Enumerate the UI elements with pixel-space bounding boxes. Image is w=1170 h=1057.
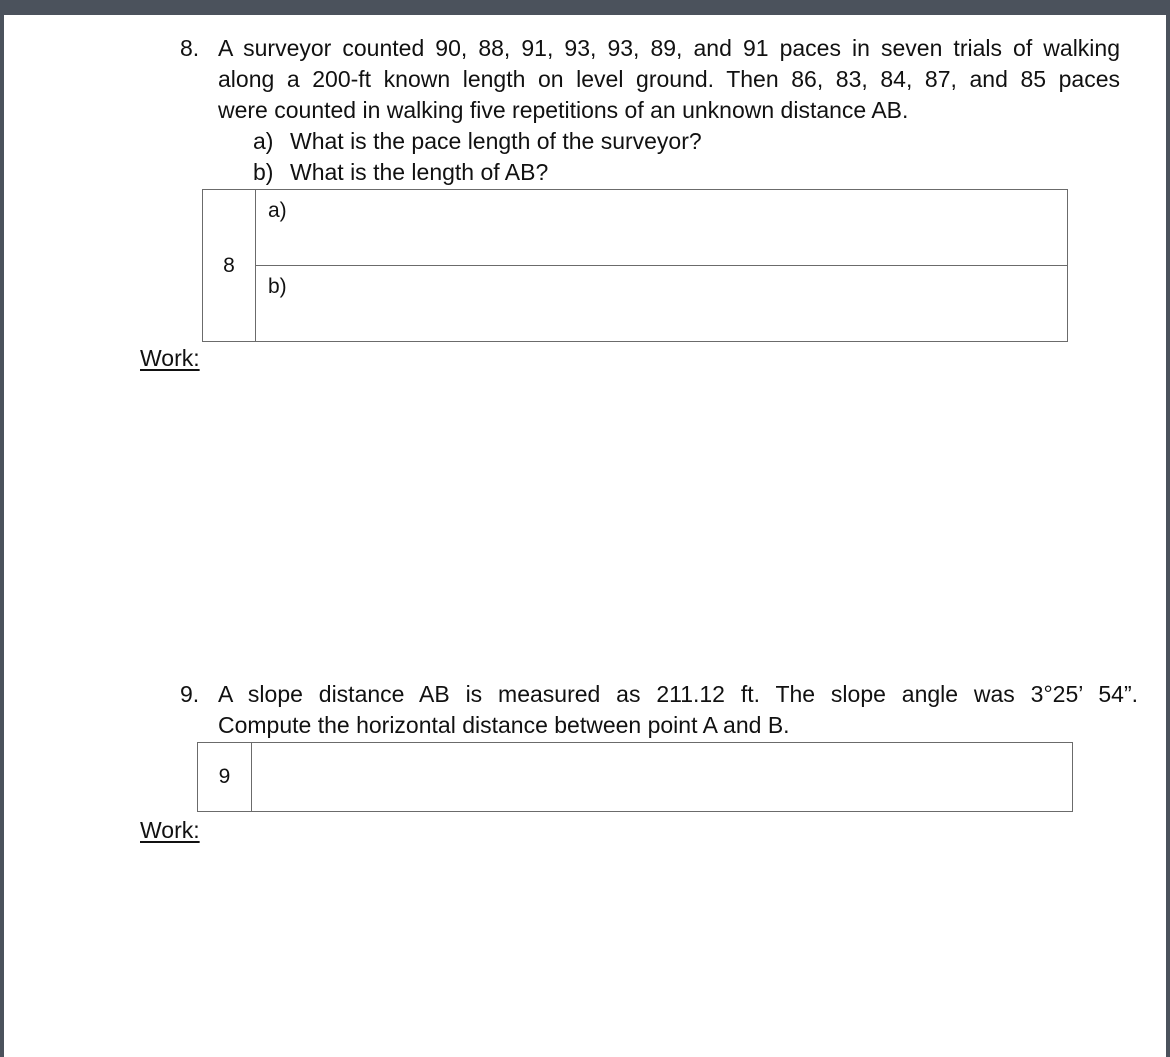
part-a-text: What is the pace length of the surveyor?: [290, 128, 702, 154]
part-b-text: What is the length of AB?: [290, 159, 549, 185]
question-8-part-a: [253, 126, 702, 157]
question-9-line-1: A slope distance AB is measured as 211.12 ft. The slope angle was 3°25’ 54”.: [218, 681, 1138, 707]
part-a-label: a): [253, 128, 274, 154]
answer-cell-b[interactable]: [256, 266, 1068, 342]
answer-cell-a[interactable]: [256, 190, 1068, 266]
work-label-q9: Work:: [140, 817, 200, 843]
question-9-text: [218, 679, 1138, 741]
question-8-text: [218, 33, 1120, 126]
question-8-line-2: along a 200-ft known length on level ground. Then 86, 83, 84, 87, and 85 paces: [218, 66, 1120, 92]
part-b-label: b): [253, 159, 274, 185]
question-9-row-header: 9: [198, 743, 252, 812]
question-8-line-3: were counted in walking five repetitions of an unknown distance AB.: [218, 97, 909, 123]
answer-cell-a-label: a): [268, 199, 287, 222]
question-8-part-b: [253, 157, 548, 188]
question-8-answer-table: [202, 189, 1068, 342]
question-9-answer-cell[interactable]: [252, 743, 1073, 812]
answer-cell-b-label: b): [268, 275, 287, 298]
question-9-answer-table: [197, 742, 1073, 812]
question-8-line-1: A surveyor counted 90, 88, 91, 93, 93, 89, and 91 paces in seven trials of walking: [218, 35, 1120, 61]
question-8-number: 8.: [180, 35, 200, 61]
question-8-row-header: 8: [203, 190, 256, 342]
question-9-line-2: Compute the horizontal distance between point A and B.: [218, 712, 790, 738]
work-label-q8: Work:: [140, 345, 200, 371]
document-page: [4, 15, 1166, 1057]
question-9-number: 9.: [180, 681, 200, 707]
